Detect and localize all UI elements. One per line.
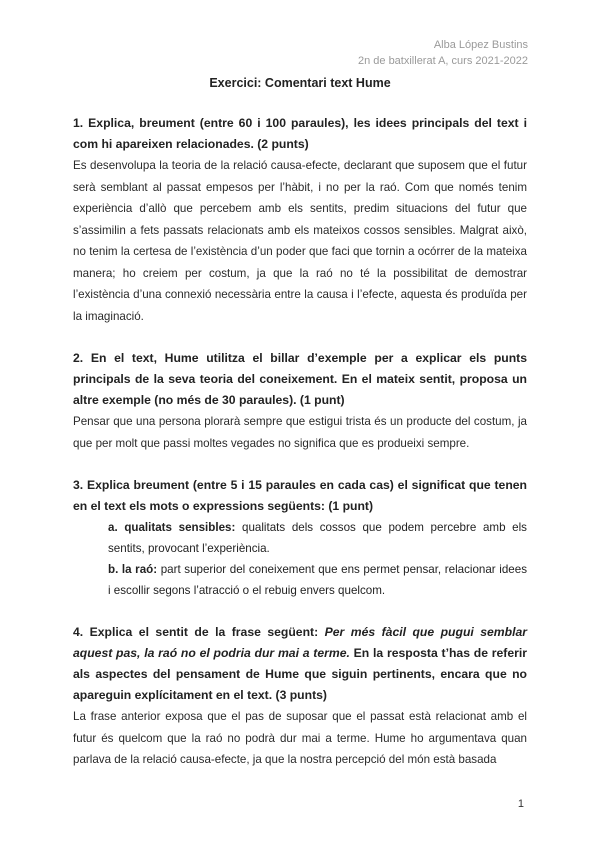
- answer-4: La frase anterior exposa que el pas de suposar que el passat està relacionat amb el futur és quelcom que la raó no podrà dur mai a terme. Hume ho argumentava quan parlava de la relació causa-efecte, ja que la nostra percepció del món està basada: [73, 710, 527, 766]
- question-4-end: En la resposta t’has de referir als aspectes del pensament de Hume que siguin pertinents, encara que no apareguin explícitament en el text. (3 punts): [73, 646, 527, 702]
- question-3-section: [73, 475, 527, 601]
- author-name: Alba López Bustins: [433, 39, 528, 51]
- question-4-start: 4. Explica el sentit de la frase següent:: [73, 625, 325, 639]
- answer-2: Pensar que una persona plorarà sempre que estigui trista és un producte del costum, ja que per molt que passi moltes vegades no significa que es produeixi sempre.: [73, 415, 527, 450]
- question-4-section: [73, 622, 527, 771]
- answer-1: Es desenvolupa la teoria de la relació causa-efecte, declarant que suposem que el futur serà semblant al passat empesos per l’hàbit, i no per la raó. Com que només tenim experiència d’allò que percebem amb els sentits, predim situacions del futur que s’assimilin a fets passats relacionats amb els mateixos cossos sensibles. Malgrat això, no tenim la certesa de l’existència d’un poder que faci que tornin a ocórrer de la mateixa manera; ho creiem per costum, ja que la raó no té la possibilitat de demostrar l’existència d’una connexió necessària entre la causa i l’efecte, aquesta és produïda per la imaginació.: [73, 159, 527, 323]
- question-3: 3. Explica breument (entre 5 i 15 paraules en cada cas) el significat que tenen en el text els mots o expressions següents: (1 punt): [73, 478, 527, 513]
- question-4-quote: Per més fàcil que pugui semblar aquest pas, la raó no el podria dur mai a terme.: [73, 625, 528, 660]
- question-2: 2. En el text, Hume utilitza el billar d’exemple per a explicar els punts principals de la seva teoria del coneixement. En el mateix sentit, proposa un altre exemple (no més de 30 paraules). (1 punt): [73, 351, 527, 407]
- definition-item-a: [108, 517, 527, 559]
- page-number: 1: [517, 798, 524, 810]
- course-info: 2n de batxillerat A, curs 2021-2022: [357, 55, 528, 67]
- question-4: [73, 622, 527, 706]
- definition-label-a: a. qualitats sensibles:: [108, 521, 236, 534]
- document-title: Exercici: Comentari text Hume: [209, 76, 391, 90]
- question-1-section: [73, 113, 527, 327]
- question-1: 1. Explica, breument (entre 60 i 100 paraules), les idees principals del text i com hi apareixen relacionades. (2 punts): [73, 116, 527, 151]
- definition-item-b: [108, 559, 527, 601]
- definition-text-b: part superior del coneixement que ens permet pensar, relacionar idees i escollir segons l’atracció o el rebuig envers quelcom.: [108, 563, 527, 597]
- document-header: [358, 37, 528, 69]
- definition-label-b: b. la raó:: [108, 563, 158, 576]
- document-body: [73, 113, 527, 792]
- question-2-section: [73, 348, 527, 454]
- definition-text-a: qualitats dels cossos que podem percebre amb els sentits, provocant l’experiència.: [108, 521, 527, 555]
